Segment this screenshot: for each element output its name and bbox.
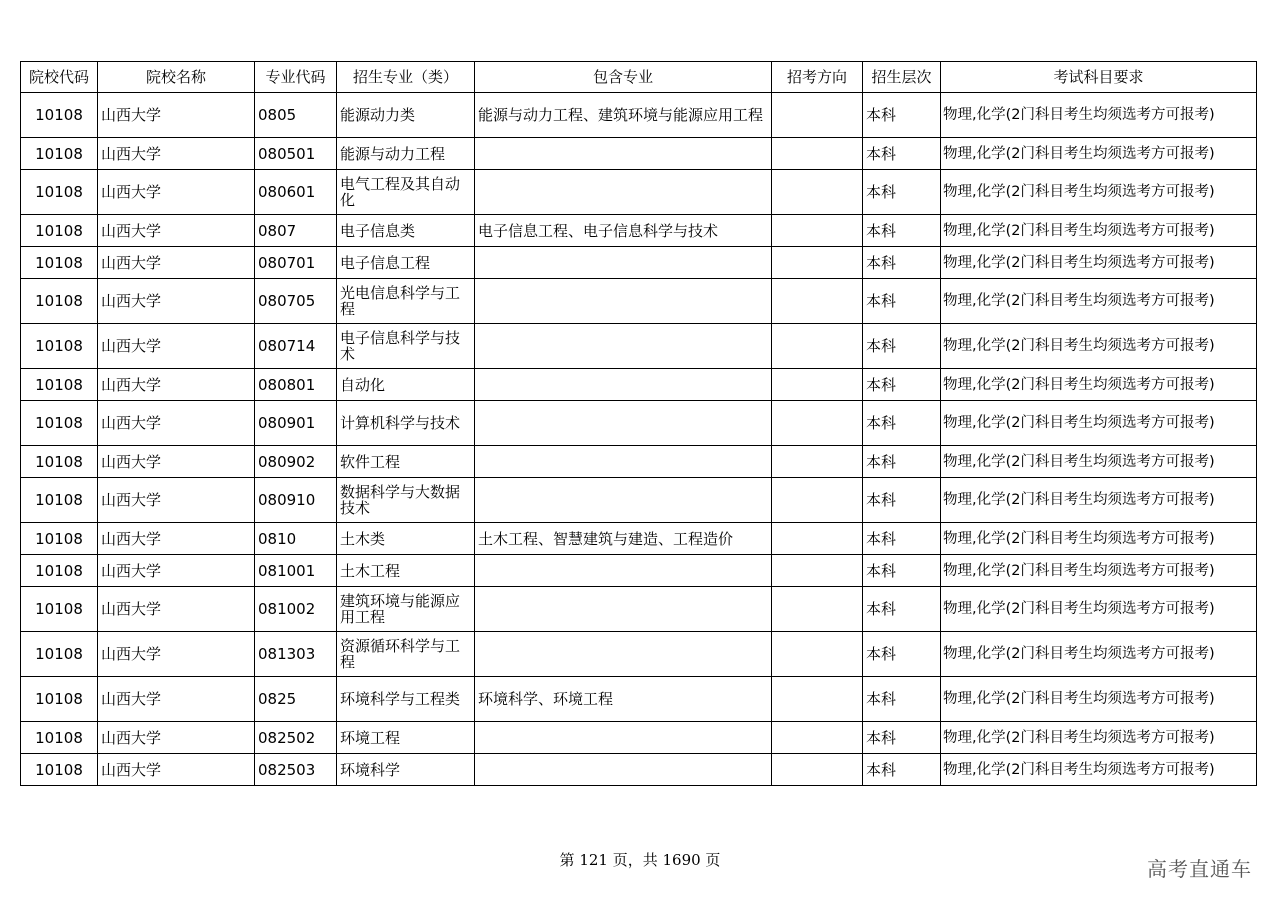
header-requirements: 考试科目要求 bbox=[941, 62, 1257, 93]
cell-requirements: 物理,化学(2门科目考生均须选考方可报考) bbox=[941, 632, 1257, 677]
cell-requirements: 物理,化学(2门科目考生均须选考方可报考) bbox=[941, 754, 1257, 786]
cell-major-code: 080705 bbox=[255, 279, 337, 324]
cell-direction bbox=[772, 138, 863, 170]
cell-school-code: 10108 bbox=[21, 722, 98, 754]
cell-major: 环境科学 bbox=[337, 754, 475, 786]
cell-major-code: 080801 bbox=[255, 369, 337, 401]
cell-major-code: 080901 bbox=[255, 401, 337, 446]
cell-direction bbox=[772, 170, 863, 215]
cell-includes: 电子信息工程、电子信息科学与技术 bbox=[475, 215, 772, 247]
cell-requirements: 物理,化学(2门科目考生均须选考方可报考) bbox=[941, 677, 1257, 722]
cell-level: 本科 bbox=[863, 93, 941, 138]
cell-includes bbox=[475, 446, 772, 478]
cell-level: 本科 bbox=[863, 247, 941, 279]
cell-level: 本科 bbox=[863, 279, 941, 324]
cell-level: 本科 bbox=[863, 523, 941, 555]
cell-school-code: 10108 bbox=[21, 523, 98, 555]
cell-requirements: 物理,化学(2门科目考生均须选考方可报考) bbox=[941, 138, 1257, 170]
header-school-name: 院校名称 bbox=[98, 62, 255, 93]
cell-major: 土木工程 bbox=[337, 555, 475, 587]
cell-school-name: 山西大学 bbox=[98, 324, 255, 369]
cell-includes bbox=[475, 754, 772, 786]
cell-school-name: 山西大学 bbox=[98, 369, 255, 401]
cell-school-name: 山西大学 bbox=[98, 170, 255, 215]
header-includes: 包含专业 bbox=[475, 62, 772, 93]
cell-school-code: 10108 bbox=[21, 369, 98, 401]
cell-major: 电子信息工程 bbox=[337, 247, 475, 279]
cell-school-name: 山西大学 bbox=[98, 754, 255, 786]
cell-major: 建筑环境与能源应用工程 bbox=[337, 587, 475, 632]
watermark-text: 高考直通车 bbox=[1147, 857, 1252, 881]
cell-major-code: 081303 bbox=[255, 632, 337, 677]
cell-includes bbox=[475, 247, 772, 279]
cell-requirements: 物理,化学(2门科目考生均须选考方可报考) bbox=[941, 587, 1257, 632]
cell-requirements: 物理,化学(2门科目考生均须选考方可报考) bbox=[941, 215, 1257, 247]
table-row bbox=[21, 555, 1257, 587]
cell-includes: 土木工程、智慧建筑与建造、工程造价 bbox=[475, 523, 772, 555]
cell-major: 资源循环科学与工程 bbox=[337, 632, 475, 677]
cell-level: 本科 bbox=[863, 401, 941, 446]
cell-level: 本科 bbox=[863, 754, 941, 786]
cell-requirements: 物理,化学(2门科目考生均须选考方可报考) bbox=[941, 324, 1257, 369]
admission-table bbox=[20, 61, 1257, 786]
cell-level: 本科 bbox=[863, 369, 941, 401]
cell-school-name: 山西大学 bbox=[98, 138, 255, 170]
cell-major: 自动化 bbox=[337, 369, 475, 401]
cell-requirements: 物理,化学(2门科目考生均须选考方可报考) bbox=[941, 478, 1257, 523]
cell-direction bbox=[772, 446, 863, 478]
cell-includes bbox=[475, 632, 772, 677]
table-row bbox=[21, 478, 1257, 523]
header-level: 招生层次 bbox=[863, 62, 941, 93]
cell-school-code: 10108 bbox=[21, 632, 98, 677]
cell-includes bbox=[475, 722, 772, 754]
cell-direction bbox=[772, 523, 863, 555]
header-school-code: 院校代码 bbox=[21, 62, 98, 93]
cell-direction bbox=[772, 401, 863, 446]
cell-requirements: 物理,化学(2门科目考生均须选考方可报考) bbox=[941, 401, 1257, 446]
cell-school-name: 山西大学 bbox=[98, 93, 255, 138]
cell-major: 能源与动力工程 bbox=[337, 138, 475, 170]
cell-school-code: 10108 bbox=[21, 138, 98, 170]
cell-school-name: 山西大学 bbox=[98, 401, 255, 446]
table-row bbox=[21, 215, 1257, 247]
cell-requirements: 物理,化学(2门科目考生均须选考方可报考) bbox=[941, 93, 1257, 138]
cell-includes: 能源与动力工程、建筑环境与能源应用工程 bbox=[475, 93, 772, 138]
cell-major-code: 080910 bbox=[255, 478, 337, 523]
cell-major-code: 081002 bbox=[255, 587, 337, 632]
cell-includes bbox=[475, 478, 772, 523]
cell-requirements: 物理,化学(2门科目考生均须选考方可报考) bbox=[941, 369, 1257, 401]
table-row bbox=[21, 324, 1257, 369]
table-row bbox=[21, 401, 1257, 446]
header-major: 招生专业（类） bbox=[337, 62, 475, 93]
table-row bbox=[21, 446, 1257, 478]
cell-direction bbox=[772, 279, 863, 324]
cell-level: 本科 bbox=[863, 587, 941, 632]
table-row bbox=[21, 93, 1257, 138]
table-row bbox=[21, 754, 1257, 786]
table-row bbox=[21, 632, 1257, 677]
cell-level: 本科 bbox=[863, 446, 941, 478]
cell-requirements: 物理,化学(2门科目考生均须选考方可报考) bbox=[941, 247, 1257, 279]
cell-major: 土木类 bbox=[337, 523, 475, 555]
cell-major: 电子信息科学与技术 bbox=[337, 324, 475, 369]
cell-major-code: 080714 bbox=[255, 324, 337, 369]
cell-requirements: 物理,化学(2门科目考生均须选考方可报考) bbox=[941, 523, 1257, 555]
cell-major-code: 082503 bbox=[255, 754, 337, 786]
cell-includes bbox=[475, 138, 772, 170]
table-row bbox=[21, 587, 1257, 632]
cell-school-name: 山西大学 bbox=[98, 587, 255, 632]
cell-major: 计算机科学与技术 bbox=[337, 401, 475, 446]
table-header-row bbox=[21, 62, 1257, 93]
table-body bbox=[21, 93, 1257, 786]
cell-school-name: 山西大学 bbox=[98, 677, 255, 722]
cell-direction bbox=[772, 93, 863, 138]
cell-school-name: 山西大学 bbox=[98, 555, 255, 587]
cell-school-name: 山西大学 bbox=[98, 215, 255, 247]
cell-major: 数据科学与大数据技术 bbox=[337, 478, 475, 523]
table-row bbox=[21, 170, 1257, 215]
cell-school-name: 山西大学 bbox=[98, 446, 255, 478]
table-row bbox=[21, 722, 1257, 754]
cell-school-code: 10108 bbox=[21, 478, 98, 523]
cell-includes: 环境科学、环境工程 bbox=[475, 677, 772, 722]
cell-direction bbox=[772, 369, 863, 401]
cell-level: 本科 bbox=[863, 632, 941, 677]
cell-includes bbox=[475, 170, 772, 215]
cell-requirements: 物理,化学(2门科目考生均须选考方可报考) bbox=[941, 446, 1257, 478]
table-row bbox=[21, 677, 1257, 722]
cell-direction bbox=[772, 324, 863, 369]
cell-school-code: 10108 bbox=[21, 279, 98, 324]
cell-direction bbox=[772, 754, 863, 786]
cell-school-code: 10108 bbox=[21, 401, 98, 446]
table-row bbox=[21, 279, 1257, 324]
cell-school-code: 10108 bbox=[21, 587, 98, 632]
cell-school-code: 10108 bbox=[21, 446, 98, 478]
cell-major: 电子信息类 bbox=[337, 215, 475, 247]
cell-level: 本科 bbox=[863, 324, 941, 369]
cell-level: 本科 bbox=[863, 215, 941, 247]
cell-school-name: 山西大学 bbox=[98, 722, 255, 754]
cell-major-code: 081001 bbox=[255, 555, 337, 587]
cell-major-code: 0807 bbox=[255, 215, 337, 247]
cell-requirements: 物理,化学(2门科目考生均须选考方可报考) bbox=[941, 722, 1257, 754]
cell-major-code: 080902 bbox=[255, 446, 337, 478]
cell-major: 软件工程 bbox=[337, 446, 475, 478]
cell-major: 环境工程 bbox=[337, 722, 475, 754]
cell-direction bbox=[772, 632, 863, 677]
cell-major-code: 080601 bbox=[255, 170, 337, 215]
cell-level: 本科 bbox=[863, 722, 941, 754]
cell-includes bbox=[475, 555, 772, 587]
cell-direction bbox=[772, 555, 863, 587]
cell-major-code: 082502 bbox=[255, 722, 337, 754]
cell-direction bbox=[772, 247, 863, 279]
cell-school-code: 10108 bbox=[21, 555, 98, 587]
cell-school-code: 10108 bbox=[21, 93, 98, 138]
header-major-code: 专业代码 bbox=[255, 62, 337, 93]
cell-requirements: 物理,化学(2门科目考生均须选考方可报考) bbox=[941, 555, 1257, 587]
table-row bbox=[21, 138, 1257, 170]
cell-requirements: 物理,化学(2门科目考生均须选考方可报考) bbox=[941, 279, 1257, 324]
cell-school-code: 10108 bbox=[21, 324, 98, 369]
cell-direction bbox=[772, 677, 863, 722]
table-row bbox=[21, 369, 1257, 401]
cell-includes bbox=[475, 279, 772, 324]
cell-major-code: 080501 bbox=[255, 138, 337, 170]
cell-includes bbox=[475, 401, 772, 446]
table-row bbox=[21, 523, 1257, 555]
cell-requirements: 物理,化学(2门科目考生均须选考方可报考) bbox=[941, 170, 1257, 215]
cell-major-code: 0825 bbox=[255, 677, 337, 722]
cell-direction bbox=[772, 587, 863, 632]
cell-school-name: 山西大学 bbox=[98, 478, 255, 523]
cell-school-name: 山西大学 bbox=[98, 632, 255, 677]
cell-school-code: 10108 bbox=[21, 754, 98, 786]
cell-major-code: 0805 bbox=[255, 93, 337, 138]
cell-school-name: 山西大学 bbox=[98, 279, 255, 324]
cell-school-code: 10108 bbox=[21, 677, 98, 722]
cell-major: 电气工程及其自动化 bbox=[337, 170, 475, 215]
cell-level: 本科 bbox=[863, 677, 941, 722]
table-row bbox=[21, 247, 1257, 279]
cell-school-code: 10108 bbox=[21, 170, 98, 215]
cell-major: 能源动力类 bbox=[337, 93, 475, 138]
cell-includes bbox=[475, 324, 772, 369]
cell-school-name: 山西大学 bbox=[98, 247, 255, 279]
cell-level: 本科 bbox=[863, 138, 941, 170]
cell-direction bbox=[772, 722, 863, 754]
header-direction: 招考方向 bbox=[772, 62, 863, 93]
cell-school-code: 10108 bbox=[21, 247, 98, 279]
cell-level: 本科 bbox=[863, 478, 941, 523]
cell-major: 环境科学与工程类 bbox=[337, 677, 475, 722]
cell-includes bbox=[475, 369, 772, 401]
cell-includes bbox=[475, 587, 772, 632]
cell-school-code: 10108 bbox=[21, 215, 98, 247]
cell-level: 本科 bbox=[863, 170, 941, 215]
cell-major-code: 0810 bbox=[255, 523, 337, 555]
cell-major: 光电信息科学与工程 bbox=[337, 279, 475, 324]
cell-major-code: 080701 bbox=[255, 247, 337, 279]
cell-level: 本科 bbox=[863, 555, 941, 587]
cell-school-name: 山西大学 bbox=[98, 523, 255, 555]
page-number: 第 121 页，共 1690 页 bbox=[559, 851, 721, 869]
cell-direction bbox=[772, 215, 863, 247]
cell-direction bbox=[772, 478, 863, 523]
